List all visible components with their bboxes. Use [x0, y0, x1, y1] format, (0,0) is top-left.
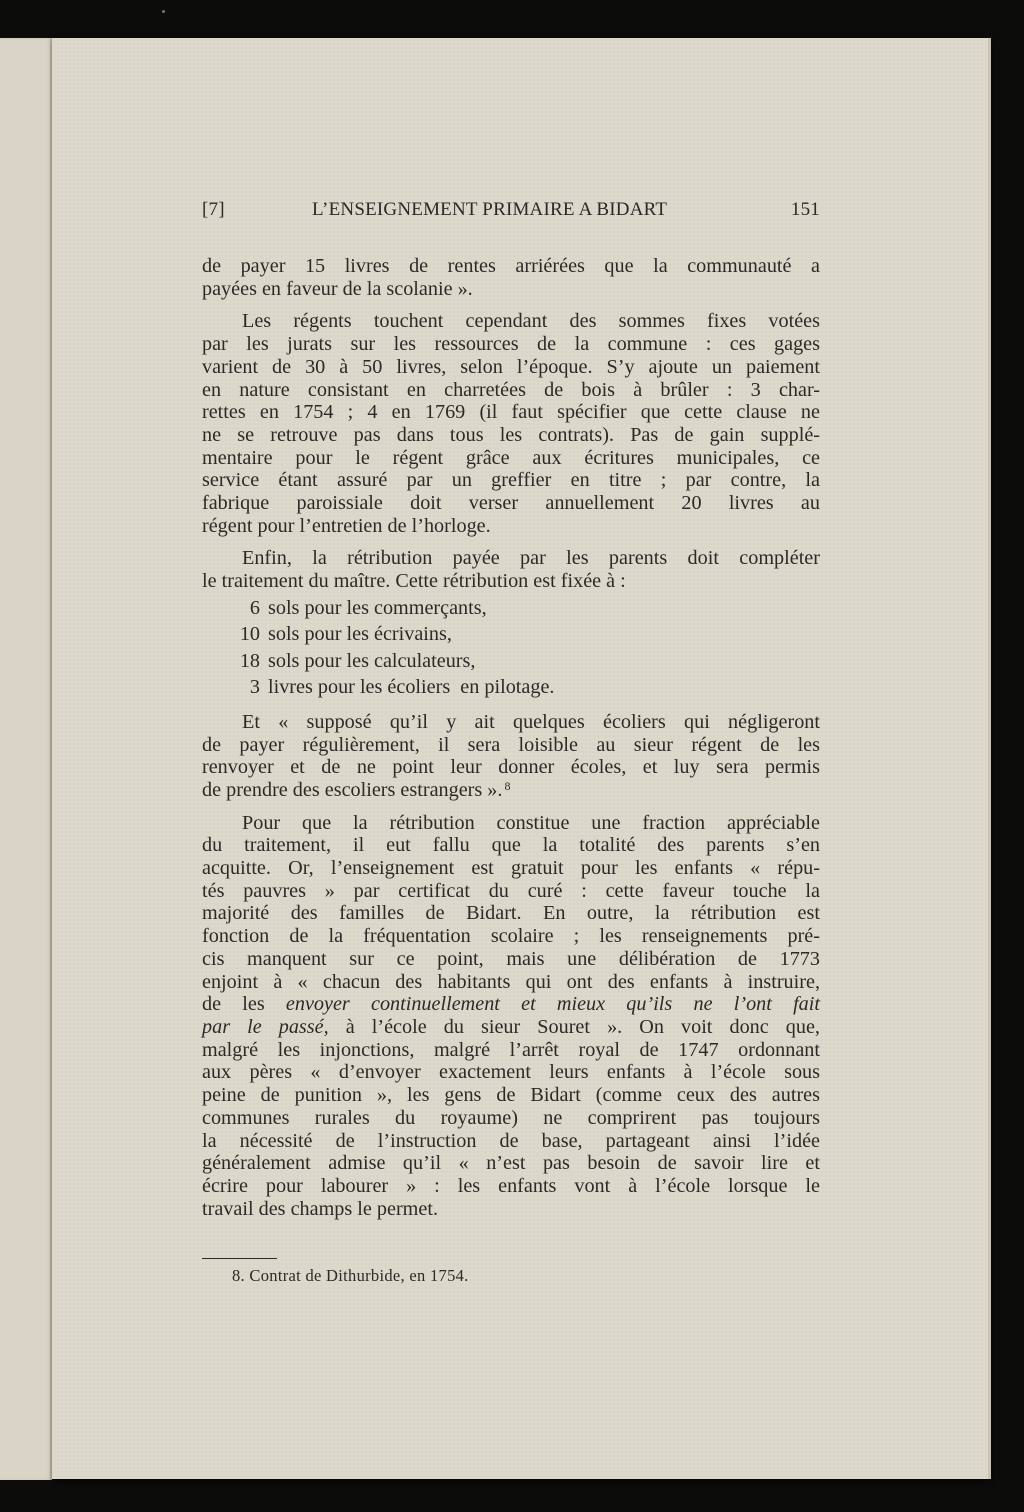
- fee-description: sols pour les écrivains,: [268, 623, 452, 646]
- running-head: [202, 199, 820, 227]
- text-line: [202, 779, 820, 802]
- footnote-reference[interactable]: 8: [504, 778, 511, 793]
- paragraph-4: [202, 711, 820, 802]
- text-line: fonction de la fréquentation scolaire ; les renseignements pré-: [202, 925, 820, 948]
- text-line: tés pauvres » par certificat du curé : cette faveur touche la: [202, 879, 820, 902]
- text-line: Enfin, la rétribution payée par les parents doit compléter: [242, 547, 820, 570]
- footnote-separator: [202, 1258, 277, 1259]
- fee-amount: 3: [249, 676, 260, 699]
- text-segment: de les: [202, 993, 286, 1016]
- text-line: peine de punition », les gens de Bidart (comme ceux des autres: [202, 1084, 820, 1107]
- text-line: écrire pour labourer » : les enfants vont à l’école lorsque le: [202, 1174, 820, 1197]
- text-line: généralement admise qu’il « n’est pas besoin de savoir lire et: [202, 1152, 820, 1175]
- text-line: ne se retrouve pas dans tous les contrats). Pas de gain supplé-: [202, 423, 820, 446]
- page-number: 151: [790, 199, 820, 220]
- text-line: rettes en 1754 ; 4 en 1769 (il faut spécifier que cette clause ne: [202, 401, 820, 424]
- adjacent-left-page: [0, 38, 52, 1480]
- italic-quote: par le passé,: [202, 1015, 329, 1038]
- text-line: mentaire pour le régent grâce aux écritures municipales, ce: [202, 446, 820, 469]
- chapter-reference: [7]: [202, 199, 225, 220]
- text-line: le traitement du maître. Cette rétribution est fixée à :: [202, 570, 626, 593]
- text-line: cis manquent sur ce point, mais une délibération de 1773: [202, 947, 820, 970]
- text-line: [202, 1016, 820, 1039]
- fee-amount: 6: [249, 596, 260, 619]
- fee-item: [202, 648, 820, 675]
- text-line: du traitement, il eut fallu que la totalité des parents s’en: [202, 834, 820, 857]
- fee-amount: 18: [239, 649, 260, 672]
- fee-amount: 10: [239, 623, 260, 646]
- text-line: aux pères « d’envoyer exactement leurs enfants à l’école sous: [202, 1061, 820, 1084]
- fee-description: sols pour les commerçants,: [268, 596, 487, 619]
- text-line: par les jurats sur les ressources de la commune : ces gages: [202, 333, 820, 356]
- fee-item: [202, 674, 820, 701]
- dust-speck: [162, 10, 165, 13]
- paragraph-1: [202, 255, 820, 300]
- paragraph-3: [202, 547, 820, 592]
- fee-list: [202, 595, 820, 701]
- text-line: fabrique paroissiale doit verser annuellement 20 livres au: [202, 492, 820, 515]
- text-line: la nécessité de l’instruction de base, partageant ainsi l’idée: [202, 1129, 820, 1152]
- paragraph-2: [202, 310, 820, 537]
- text-line: travail des champs le permet.: [202, 1197, 438, 1220]
- page-edge: [988, 38, 991, 1479]
- fee-description: sols pour les calculateurs,: [268, 649, 476, 672]
- text-line: de payer 15 livres de rentes arriérées que la communauté a: [202, 255, 820, 277]
- text-line: Et « supposé qu’il y ait quelques écoliers qui négligeront: [242, 710, 820, 733]
- text-segment: de prendre des escoliers estrangers ».: [202, 778, 503, 801]
- text-line: malgré les injonctions, malgré l’arrêt royal de 1747 ordonnant: [202, 1038, 820, 1061]
- text-segment: à l’école du sieur Souret ». On voit donc que,: [328, 1015, 820, 1038]
- footnote: [232, 1266, 469, 1286]
- italic-quote: envoyer continuellement et mieux qu’ils ne l’ont fait: [285, 993, 820, 1016]
- text-line: régent pour l’entretien de l’horloge.: [202, 514, 491, 537]
- paragraph-5: [202, 812, 820, 1221]
- text-line: service étant assuré par un greffier en titre ; par contre, la: [202, 469, 820, 492]
- text-line: en nature consistant en charretées de bois à brûler : 3 char-: [202, 378, 820, 401]
- fee-item: [202, 595, 820, 622]
- text-line: payées en faveur de la scolanie ».: [202, 277, 473, 300]
- footnote-number: 8.: [232, 1266, 245, 1285]
- body-text: [202, 255, 820, 1230]
- text-line: de payer régulièrement, il sera loisible au sieur régent de les: [202, 733, 820, 756]
- text-line: acquitte. Or, l’enseignement est gratuit pour les enfants « répu-: [202, 857, 820, 880]
- fee-description: livres pour les écoliers en pilotage.: [268, 676, 555, 699]
- fee-item: [202, 621, 820, 648]
- footnote-text: Contrat de Dithurbide, en 1754.: [249, 1266, 469, 1285]
- text-line: Les régents touchent cependant des sommes fixes votées: [242, 310, 820, 333]
- text-line: enjoint à « chacun des habitants qui ont des enfants à instruire,: [202, 970, 820, 993]
- text-line: renvoyer et de ne point leur donner écoles, et luy sera permis: [202, 756, 820, 779]
- text-line: Pour que la rétribution constitue une fraction appréciable: [242, 811, 820, 834]
- text-line: majorité des familles de Bidart. En outre, la rétribution est: [202, 902, 820, 925]
- running-title: L’ENSEIGNEMENT PRIMAIRE A BIDART: [312, 199, 668, 220]
- text-line: varient de 30 à 50 livres, selon l’époque. S’y ajoute un paiement: [202, 355, 820, 378]
- text-line: [202, 993, 820, 1016]
- text-line: communes rurales du royaume) ne comprirent pas toujours: [202, 1106, 820, 1129]
